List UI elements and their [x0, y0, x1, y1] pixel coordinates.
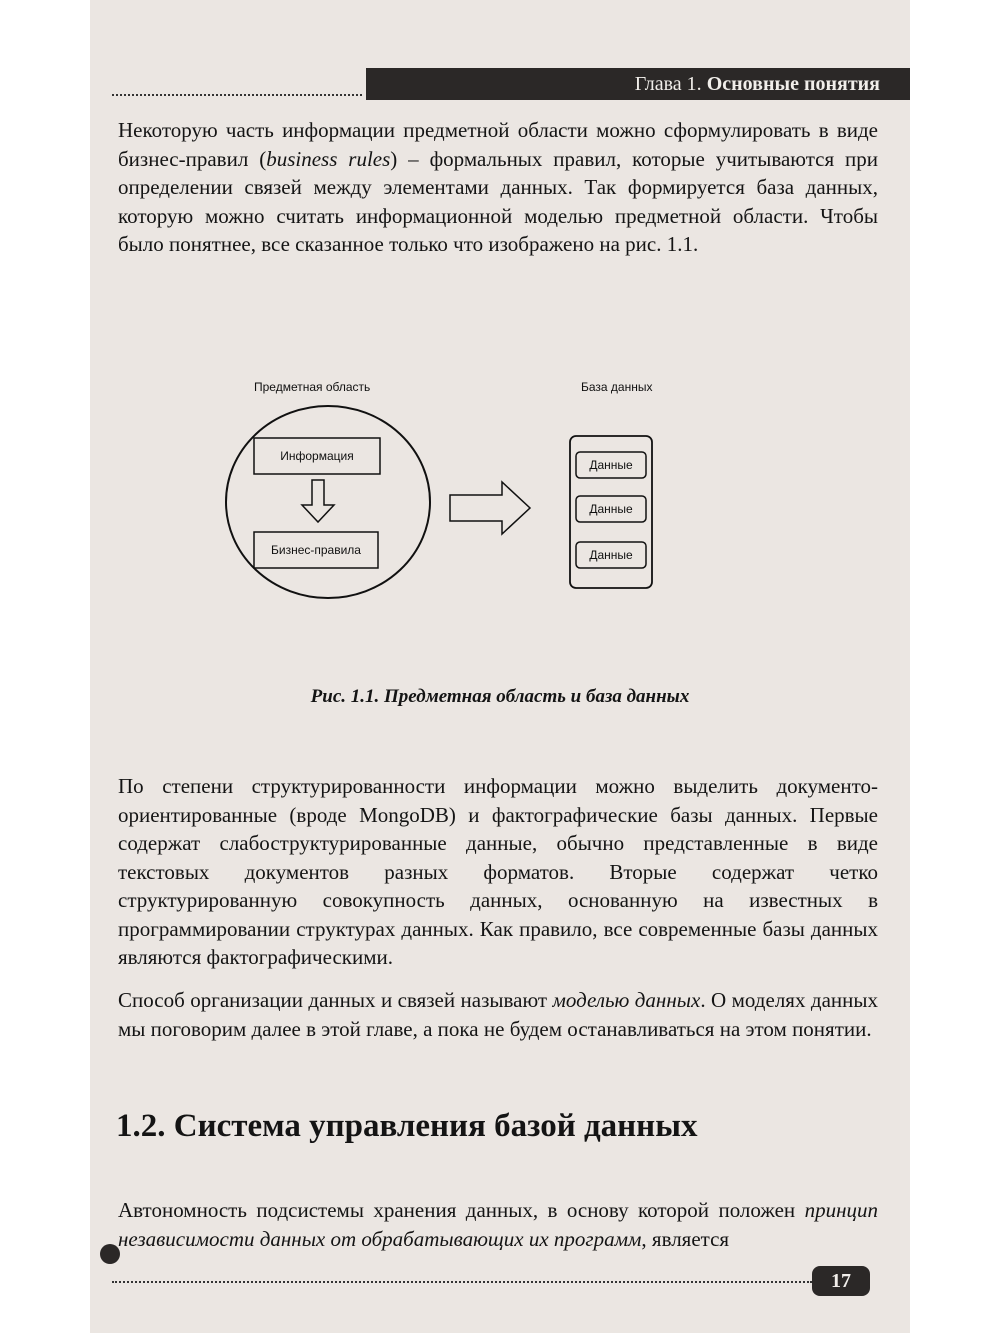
- database-label: База данных: [581, 380, 653, 394]
- footer-divider: [112, 1281, 812, 1283]
- info-box-label: Информация: [280, 449, 354, 463]
- domain-label: Предметная область: [254, 380, 371, 394]
- data-box-2-label: Данные: [589, 502, 633, 516]
- paragraph-autonomy: [118, 1196, 878, 1253]
- italic-term: моделью данных: [552, 988, 701, 1012]
- paragraph-text: Способ организации данных и связей называют: [118, 988, 553, 1012]
- running-header: [366, 68, 910, 100]
- down-arrow-icon: [302, 480, 334, 522]
- chapter-title: Основные понятия: [706, 73, 880, 95]
- figure-caption: Рис. 1.1. Предметная область и база данных: [310, 686, 690, 707]
- margin-dot: [100, 1244, 120, 1264]
- paragraph-text: . О моделях данных мы поговорим далее в этой главе, а пока не будем останавливаться на этом понятии.: [118, 988, 878, 1041]
- paragraph-text: , является: [641, 1226, 730, 1251]
- domain-ellipse: [226, 406, 430, 598]
- data-box-3-label: Данные: [589, 548, 633, 562]
- right-arrow-icon: [450, 482, 530, 534]
- section-heading: 1.2. Система управления базой данных: [116, 1108, 698, 1144]
- italic-term: принцип независимости данных от обрабатывающих их программ: [118, 1198, 878, 1251]
- book-page: [90, 0, 910, 1333]
- chapter-prefix: Глава 1.: [634, 73, 702, 95]
- diagram: [240, 372, 720, 672]
- italic-term: business rules: [266, 146, 391, 171]
- paragraph-text: ) – формальных правил, которые учитываются при определении связей между элементами данных. Так формируется база данных, которую можно считать информационной моделью предметной области. Чтобы было понятнее, все сказанное только что изображено на рис. 1.1.: [118, 146, 878, 256]
- figure-domain-and-database: [240, 372, 720, 672]
- paragraph-business-rules: [118, 116, 878, 259]
- paragraph-text: Автономность подсистемы хранения данных, в основу которой положен: [118, 1198, 805, 1222]
- rules-box-label: Бизнес-правила: [271, 543, 361, 557]
- paragraph-structuring: По степени структурированности информации можно выделить документо-ориентированные (вроде MongoDB) и фактографические базы данных. Первые содержат слабоструктурированные данные, обычно представленные в виде текстовых документов разных форматов. Вторые содержат четко структурированную совокупность данных, основанную на известных в программировании структурах данных. Как правило, все современные базы данных являются фактографическими.: [118, 774, 878, 969]
- data-box-1-label: Данные: [589, 458, 633, 472]
- header-divider: [112, 94, 362, 96]
- paragraph-text: Некоторую часть информации предметной области можно сформулировать в виде бизнес-правил (: [118, 118, 878, 171]
- page-number: 17: [812, 1266, 870, 1296]
- paragraph-data-model: [118, 986, 878, 1043]
